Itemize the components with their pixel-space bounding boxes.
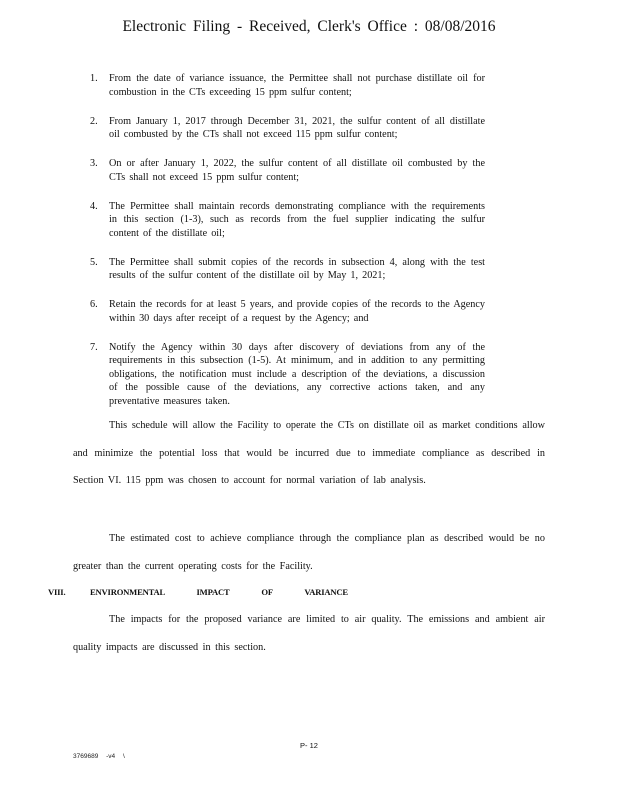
list-number: 4.	[90, 200, 98, 212]
paragraph-text: The estimated cost to achieve compliance through the compliance plan as described would be no greater than the current operating costs for the Facility.	[73, 533, 545, 572]
list-number: 2.	[90, 115, 98, 127]
section-title: ENVIRONMENTAL IMPACT OF VARIANCE	[90, 587, 348, 597]
cost-paragraph	[73, 525, 545, 580]
list-text: The Permittee shall submit copies of the records in subsection 4, along with the test results of the sulfur content of the distillate oil by May 1, 2021;	[109, 256, 485, 281]
filing-stamp-header: Electronic Filing - Received, Clerk's Office : 08/08/2016	[122, 18, 496, 35]
impact-paragraph	[73, 606, 545, 661]
list-item	[90, 157, 485, 184]
list-number: 1.	[90, 73, 98, 84]
document-id: 3769689 -v4 \	[73, 753, 125, 760]
list-text: Retain the records for at least 5 years, and provide copies of the records to the Agency within 30 days after receipt of a request by the Agency; and	[109, 299, 485, 324]
list-number: 3.	[90, 158, 98, 169]
schedule-paragraph	[73, 412, 545, 495]
paragraph-text: This schedule will allow the Facility to operate the CTs on distillate oil as market conditions allow and minimize the potential loss that would be incurred due to immediate compliance as described in Section VI. 115 ppm was chosen to account for normal variation of lab analysis.	[73, 420, 545, 486]
list-item	[90, 115, 485, 142]
list-number: 7.	[90, 341, 98, 353]
list-text: On or after January 1, 2022, the sulfur content of all distillate oil combusted by the CTs shall not exceed 15 ppm sulfur content;	[109, 158, 485, 183]
list-text: From the date of variance issuance, the Permittee shall not purchase distillate oil for combustion in the CTs exceeding 15 ppm sulfur content;	[109, 73, 485, 98]
list-number: 5.	[90, 256, 98, 268]
section-number: VIII.	[48, 587, 66, 597]
list-text: Notify the Agency within 30 days after discovery of deviations from any of the requirements in this subsection (1-5). At minimum, and in addition to any permitting obligations, the notification must include a description of the deviations, a discussion of the possible cause of the deviations, any corrective actions taken, and any preventative measures taken.	[109, 341, 485, 407]
page-number: P- 12	[300, 741, 318, 750]
list-text: The Permittee shall maintain records demonstrating compliance with the requirements in this section (1-3), such as records from the fuel supplier indicating the sulfur content of the distillate oil;	[109, 200, 485, 239]
list-item	[90, 341, 485, 409]
list-item	[90, 72, 485, 99]
list-item	[90, 298, 485, 325]
list-number: 6.	[90, 299, 98, 310]
condition-list	[90, 72, 485, 424]
list-item	[90, 256, 485, 283]
paragraph-text: The impacts for the proposed variance are limited to air quality. The emissions and ambient air quality impacts are discussed in this section.	[73, 614, 545, 653]
list-text: From January 1, 2017 through December 31, 2021, the sulfur content of all distillate oil combusted by the CTs shall not exceed 115 ppm sulfur content;	[109, 115, 485, 140]
list-item	[90, 200, 485, 241]
